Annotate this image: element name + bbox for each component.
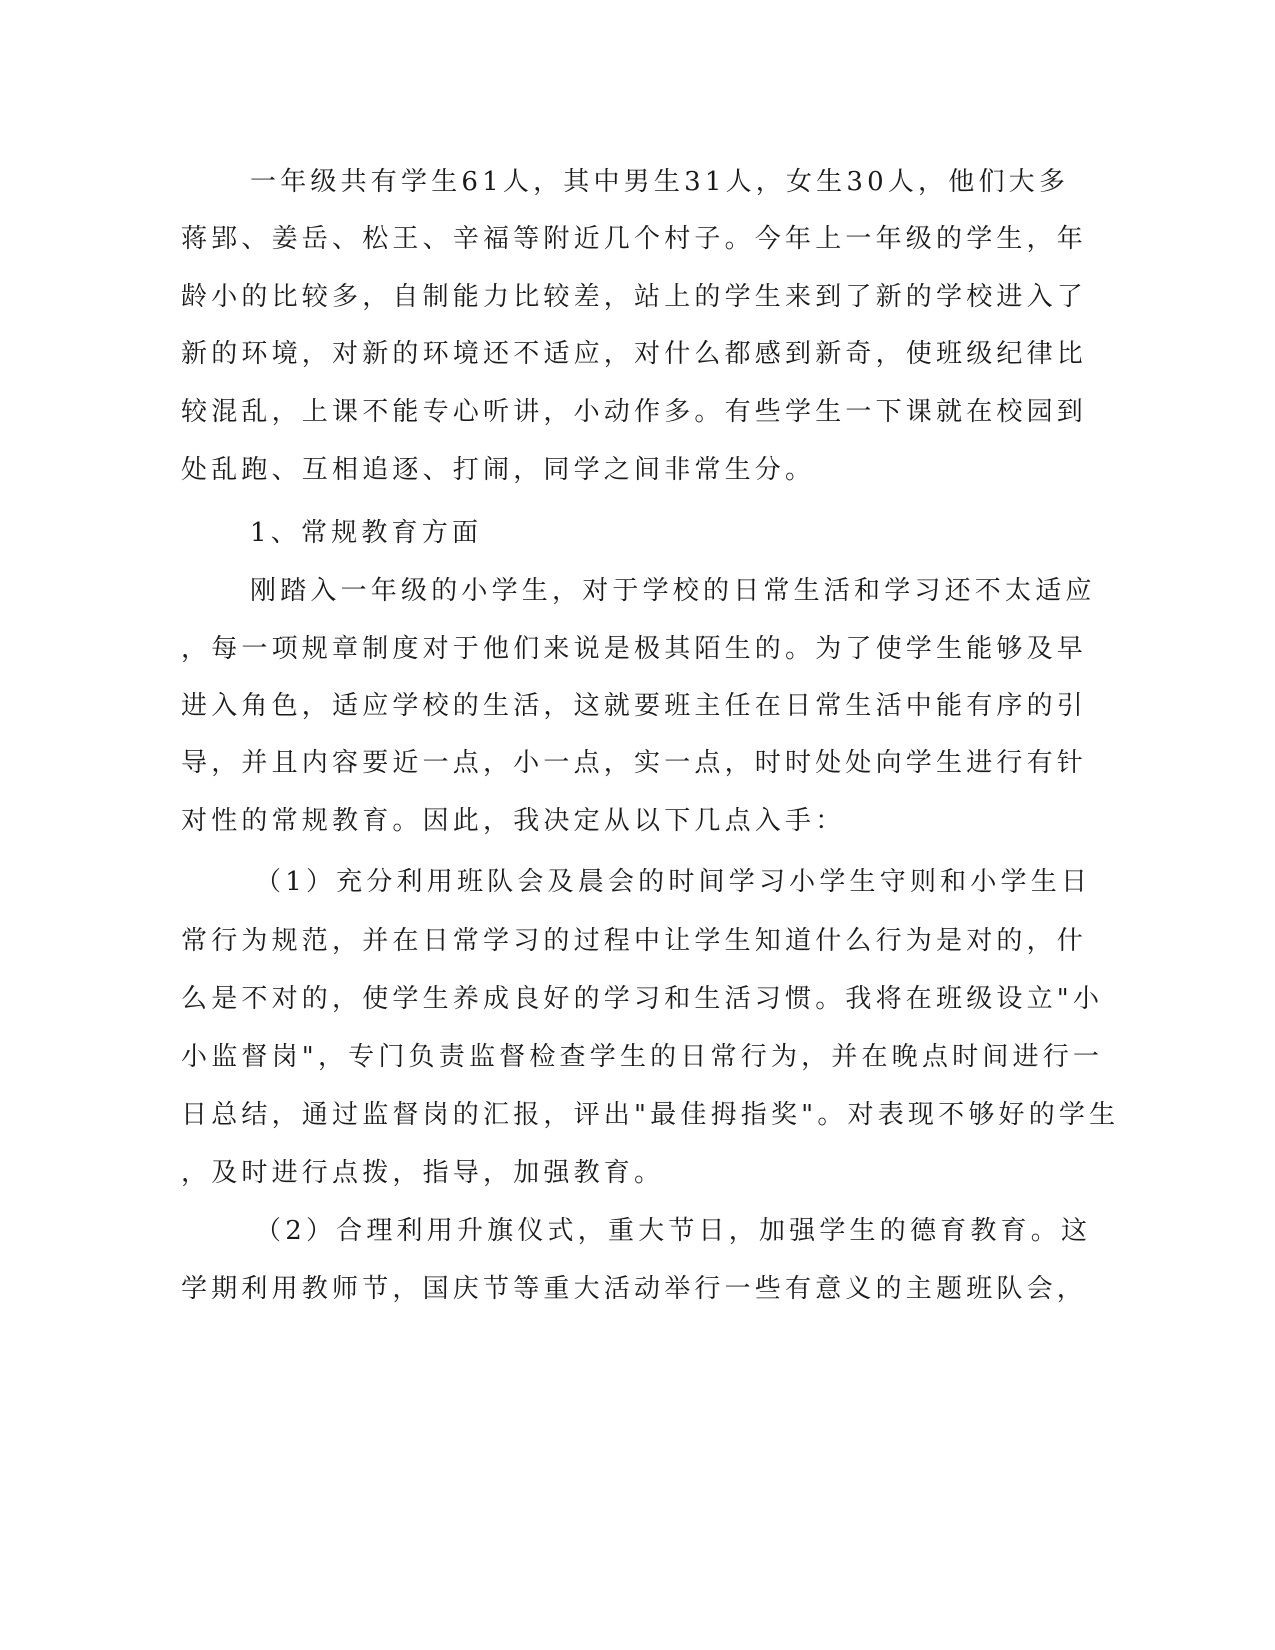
text-line: 学期利用教师节，国庆节等重大活动举行一些有意义的主题班队会， (181, 1274, 1088, 1304)
text-line: （2）合理利用升旗仪式，重大节日，加强学生的德育教育。这 (255, 1216, 1092, 1246)
text-line: 蒋郢、姜岳、松王、辛福等附近几个村子。今年上一年级的学生，年 (181, 224, 1088, 254)
text-line: 新的环境，对新的环境还不适应，对什么都感到新奇，使班级纪律比 (181, 339, 1088, 369)
text-line: 一年级共有学生61人，其中男生31人，女生30人，他们大多 (250, 167, 1070, 197)
text-line: 日总结，通过监督岗的汇报，评出"最佳拇指奖"。对表现不够好的学生 (181, 1100, 1120, 1130)
text-line: 对性的常规教育。因此，我决定从以下几点入手： (181, 806, 846, 836)
text-line: ，及时进行点拨，指导，加强教育。 (181, 1158, 665, 1188)
text-line: 小监督岗"，专门负责监督检查学生的日常行为，并在晚点时间进行一 (181, 1042, 1104, 1072)
text-line: 么是不对的，使学生养成良好的学习和生活习惯。我将在班级设立"小 (181, 984, 1104, 1014)
section-heading: 1、常规教育方面 (250, 518, 483, 548)
text-line: 较混乱，上课不能专心听讲，小动作多。有些学生一下课就在校园到 (181, 397, 1088, 427)
text-line: 刚踏入一年级的小学生，对于学校的日常生活和学习还不太适应 (250, 576, 1096, 606)
text-line: 龄小的比较多，自制能力比较差，站上的学生来到了新的学校进入了 (181, 282, 1088, 312)
text-line: 处乱跑、互相追逐、打闹，同学之间非常生分。 (181, 455, 816, 485)
text-line: 进入角色，适应学校的生活，这就要班主任在日常生活中能有序的引 (181, 691, 1088, 721)
text-line: ，每一项规章制度对于他们来说是极其陌生的。为了使学生能够及早 (181, 634, 1088, 664)
text-line: 常行为规范，并在日常学习的过程中让学生知道什么行为是对的，什 (181, 926, 1088, 956)
text-line: 导，并且内容要近一点，小一点，实一点，时时处处向学生进行有针 (181, 748, 1088, 778)
text-line: （1）充分利用班队会及晨会的时间学习小学生守则和小学生日 (255, 867, 1092, 897)
